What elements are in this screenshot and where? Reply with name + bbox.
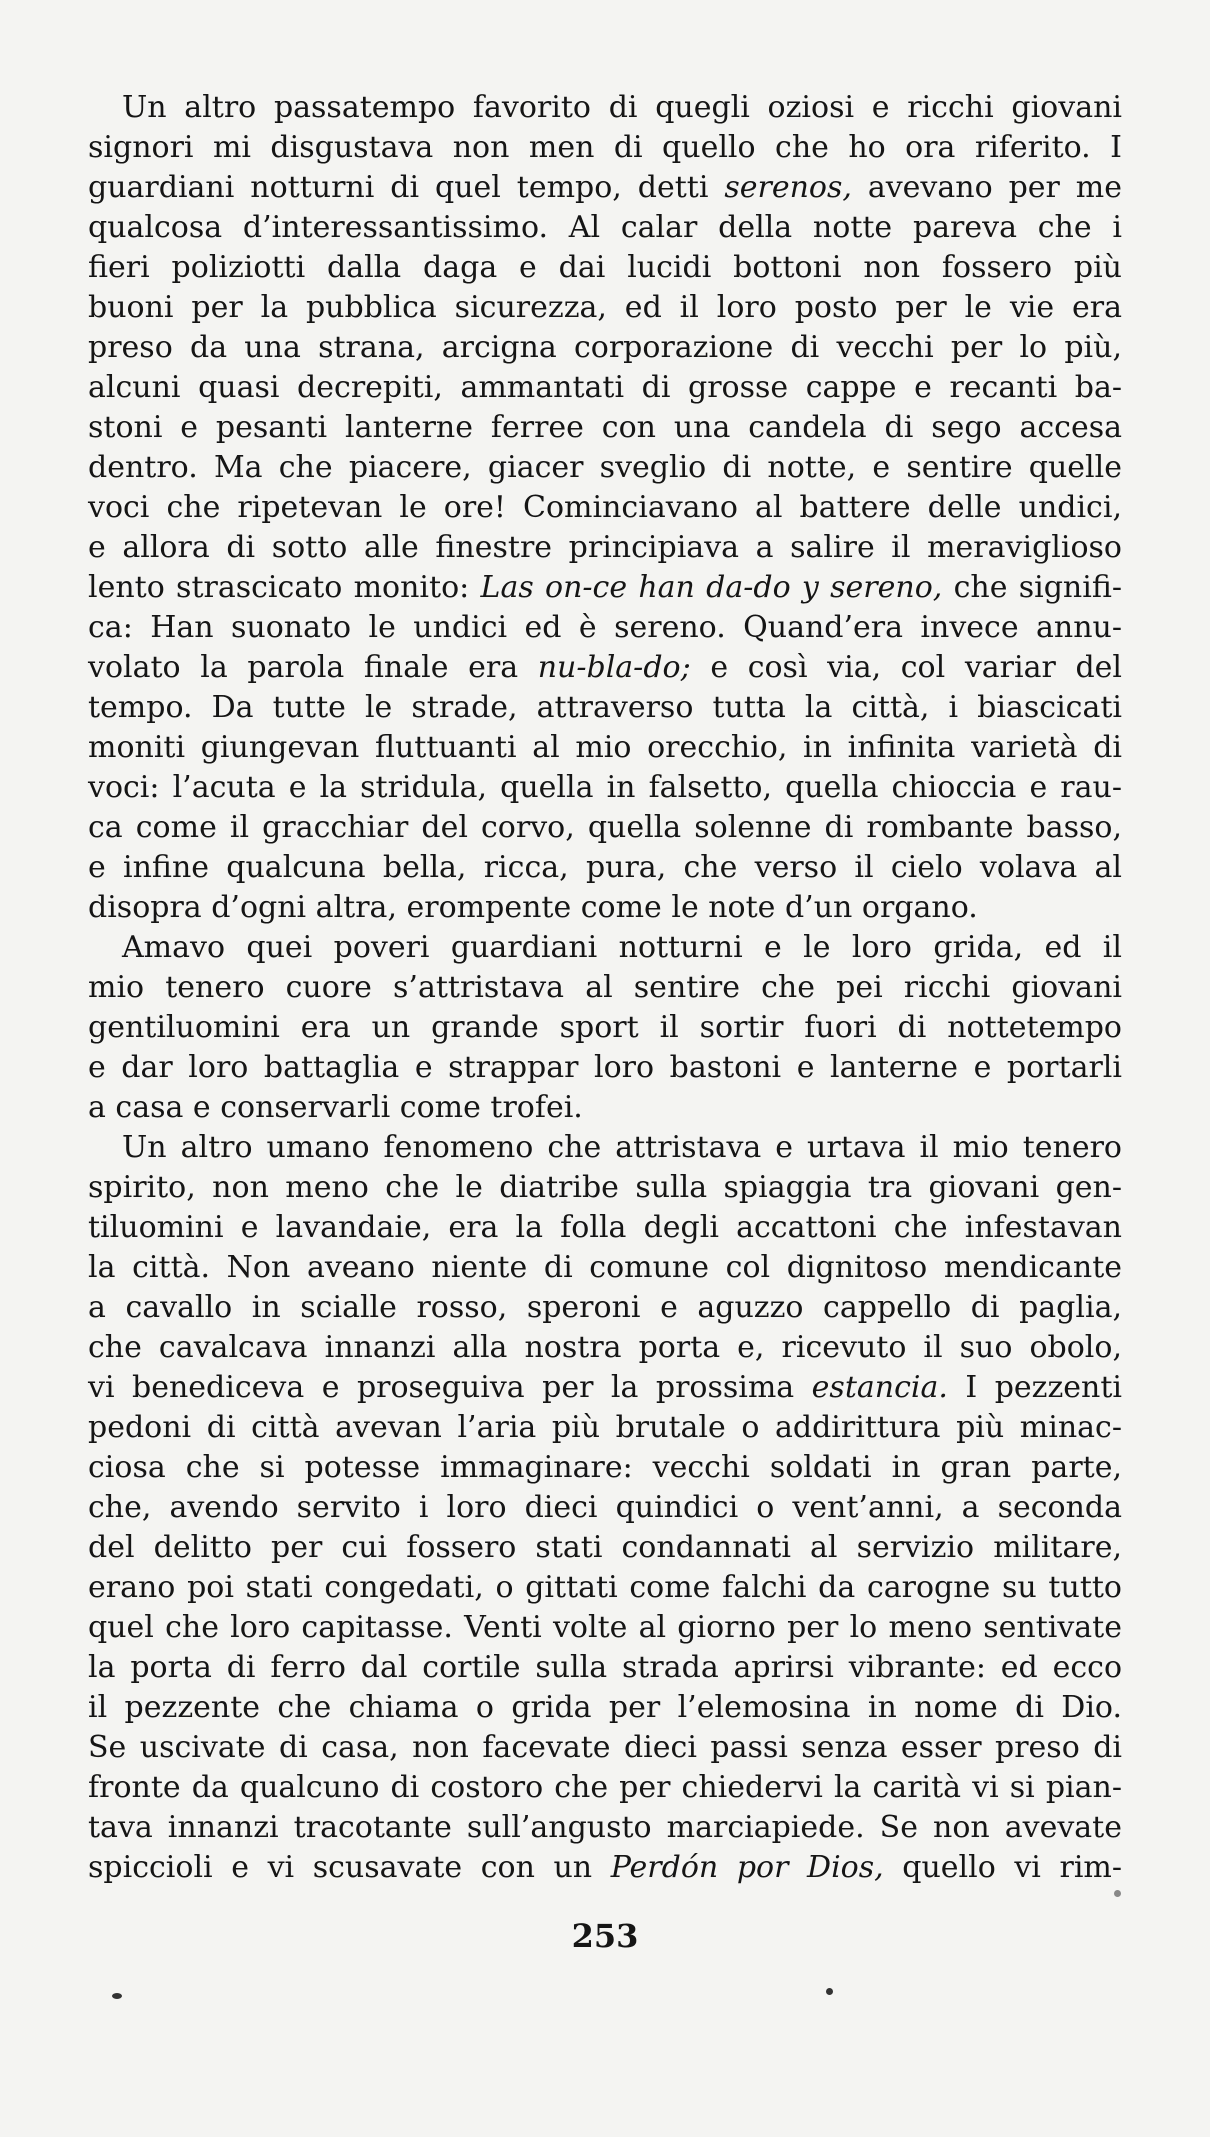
text-segment: alcuni quasi decrepiti, ammantati di grosse cappe e recanti ba- <box>88 370 1122 405</box>
text-segment: preso da una strana, arcigna corporazione di vecchi per lo più, <box>88 330 1122 365</box>
text-line <box>88 688 1122 728</box>
text-line <box>88 608 1122 648</box>
text-segment: gentiluomini era un grande sport il sortir fuori di nottetempo <box>88 1010 1122 1045</box>
text-line <box>88 1648 1122 1688</box>
ink-speck <box>1114 1890 1121 1897</box>
text-line <box>88 808 1122 848</box>
text-line <box>88 488 1122 528</box>
text-line <box>88 88 1122 128</box>
text-line <box>88 1528 1122 1568</box>
text-line <box>88 208 1122 248</box>
text-line <box>88 448 1122 488</box>
text-line <box>88 528 1122 568</box>
text-segment: spirito, non meno che le diatribe sulla spiaggia tra giovani gen- <box>88 1170 1122 1205</box>
text-segment: signori mi disgustava non men di quello che ho ora riferito. I <box>88 130 1122 165</box>
text-segment: buoni per la pubblica sicurezza, ed il loro posto per le vie era <box>88 290 1122 325</box>
text-segment: pedoni di città avevan l’aria più brutale o addirittura più minac- <box>88 1410 1122 1445</box>
text-line <box>88 408 1122 448</box>
text-segment: ca: Han suonato le undici ed è sereno. Quand’era invece annu- <box>88 610 1122 645</box>
text-line <box>88 1688 1122 1728</box>
text-line <box>88 1208 1122 1248</box>
text-line <box>88 1288 1122 1328</box>
italic-phrase: Perdón por Dios, <box>610 1850 884 1885</box>
text-segment: fronte da qualcuno di costoro che per chiedervi la carità vi si pian- <box>88 1770 1122 1805</box>
text-segment: spiccioli e vi scusavate con un <box>88 1850 611 1885</box>
text-line <box>88 168 1122 208</box>
text-line <box>88 1008 1122 1048</box>
text-segment: e così via, col variar del <box>690 650 1123 685</box>
text-line <box>88 1848 1122 1888</box>
text-line <box>88 848 1122 888</box>
text-segment: fieri poliziotti dalla daga e dai lucidi bottoni non fossero più <box>88 250 1122 285</box>
text-line <box>88 1808 1122 1848</box>
text-segment: che cavalcava innanzi alla nostra porta e, ricevuto il suo obolo, <box>88 1330 1122 1365</box>
ink-speck <box>112 1993 122 1999</box>
text-line <box>88 888 1122 928</box>
text-segment: voci: l’acuta e la stridula, quella in falsetto, quella chioccia e rau- <box>88 770 1122 805</box>
text-line <box>88 1768 1122 1808</box>
text-line <box>88 248 1122 288</box>
text-segment: Un altro passatempo favorito di quegli oziosi e ricchi giovani <box>122 90 1122 125</box>
text-segment: il pezzente che chiama o grida per l’elemosina in nome di Dio. <box>88 1690 1122 1725</box>
text-line <box>88 1328 1122 1368</box>
text-segment: ca come il gracchiar del corvo, quella solenne di rombante basso, <box>88 810 1122 845</box>
text-segment: e allora di sotto alle finestre principiava a salire il meraviglioso <box>88 530 1122 565</box>
text-line <box>88 1048 1122 1088</box>
text-line <box>88 728 1122 768</box>
text-line <box>88 1608 1122 1648</box>
text-segment: e dar loro battaglia e strappar loro bastoni e lanterne e portarli <box>88 1050 1122 1085</box>
text-segment: tempo. Da tutte le strade, attraverso tutta la città, i biascicati <box>88 690 1122 725</box>
italic-phrase: nu-bla-do; <box>537 650 691 685</box>
text-line <box>88 1728 1122 1768</box>
text-segment: guardiani notturni di quel tempo, detti <box>88 170 725 205</box>
text-segment: Un altro umano fenomeno che attristava e urtava il mio tenero <box>122 1130 1122 1165</box>
italic-phrase: Las on-ce han da-do y sereno, <box>480 570 943 605</box>
text-line <box>88 328 1122 368</box>
text-line <box>88 1248 1122 1288</box>
text-segment: moniti giungevan fluttuanti al mio orecchio, in infinita varietà di <box>88 730 1122 765</box>
text-segment: del delitto per cui fossero stati condannati al servizio militare, <box>88 1530 1122 1565</box>
text-line <box>88 568 1122 608</box>
text-line <box>88 1088 1122 1128</box>
text-line <box>88 1488 1122 1528</box>
text-segment: tiluomini e lavandaie, era la folla degli accattoni che infestavan <box>88 1210 1122 1245</box>
text-segment: che signifi- <box>942 570 1122 605</box>
text-segment: tava innanzi tracotante sull’angusto marciapiede. Se non avevate <box>88 1810 1122 1845</box>
text-segment: voci che ripetevan le ore! Cominciavano al battere delle undici, <box>88 490 1122 525</box>
text-line <box>88 1168 1122 1208</box>
text-line <box>88 1448 1122 1488</box>
italic-phrase: serenos, <box>724 170 852 205</box>
text-line <box>88 288 1122 328</box>
text-line <box>88 768 1122 808</box>
text-segment: stoni e pesanti lanterne ferree con una candela di sego accesa <box>88 410 1122 445</box>
text-line <box>88 928 1122 968</box>
text-line <box>88 968 1122 1008</box>
italic-phrase: estancia. <box>811 1370 948 1405</box>
text-segment: vi benediceva e proseguiva per la prossima <box>88 1370 812 1405</box>
ink-speck <box>826 1988 833 1995</box>
text-segment: a cavallo in scialle rosso, speroni e aguzzo cappello di paglia, <box>88 1290 1122 1325</box>
text-segment: quel che loro capitasse. Venti volte al giorno per lo meno sentivate <box>88 1610 1122 1645</box>
text-line <box>88 1568 1122 1608</box>
text-segment: I pezzenti <box>947 1370 1123 1405</box>
text-segment: quello vi rim- <box>883 1850 1122 1885</box>
text-segment: a casa e conservarli come trofei. <box>88 1090 583 1125</box>
text-segment: erano poi stati congedati, o gittati come falchi da carogne su tutto <box>88 1570 1122 1605</box>
text-segment: avevano per me <box>851 170 1122 205</box>
text-segment: mio tenero cuore s’attristava al sentire che pei ricchi giovani <box>88 970 1122 1005</box>
text-segment: la porta di ferro dal cortile sulla strada aprirsi vibrante: ed ecco <box>88 1650 1122 1685</box>
text-segment: ciosa che si potesse immaginare: vecchi soldati in gran parte, <box>88 1450 1122 1485</box>
text-segment: dentro. Ma che piacere, giacer sveglio di notte, e sentire quelle <box>88 450 1122 485</box>
text-line <box>88 1408 1122 1448</box>
text-segment: qualcosa d’interessantissimo. Al calar della notte pareva che i <box>88 210 1122 245</box>
text-segment: disopra d’ogni altra, erompente come le note d’un organo. <box>88 890 978 925</box>
text-line <box>88 648 1122 688</box>
text-segment: la città. Non aveano niente di comune col dignitoso mendicante <box>88 1250 1122 1285</box>
page-number: 253 <box>571 1917 639 1955</box>
text-line <box>88 1128 1122 1168</box>
text-segment: e infine qualcuna bella, ricca, pura, che verso il cielo volava al <box>88 850 1122 885</box>
body-text <box>88 88 1122 1888</box>
text-segment: lento strascicato monito: <box>88 570 481 605</box>
text-segment: Amavo quei poveri guardiani notturni e le loro grida, ed il <box>122 930 1122 965</box>
text-segment: volato la parola finale era <box>88 650 538 685</box>
text-line <box>88 1368 1122 1408</box>
text-line <box>88 128 1122 168</box>
text-segment: che, avendo servito i loro dieci quindici o vent’anni, a seconda <box>88 1490 1122 1525</box>
text-segment: Se uscivate di casa, non facevate dieci passi senza esser preso di <box>88 1730 1122 1765</box>
text-line <box>88 368 1122 408</box>
